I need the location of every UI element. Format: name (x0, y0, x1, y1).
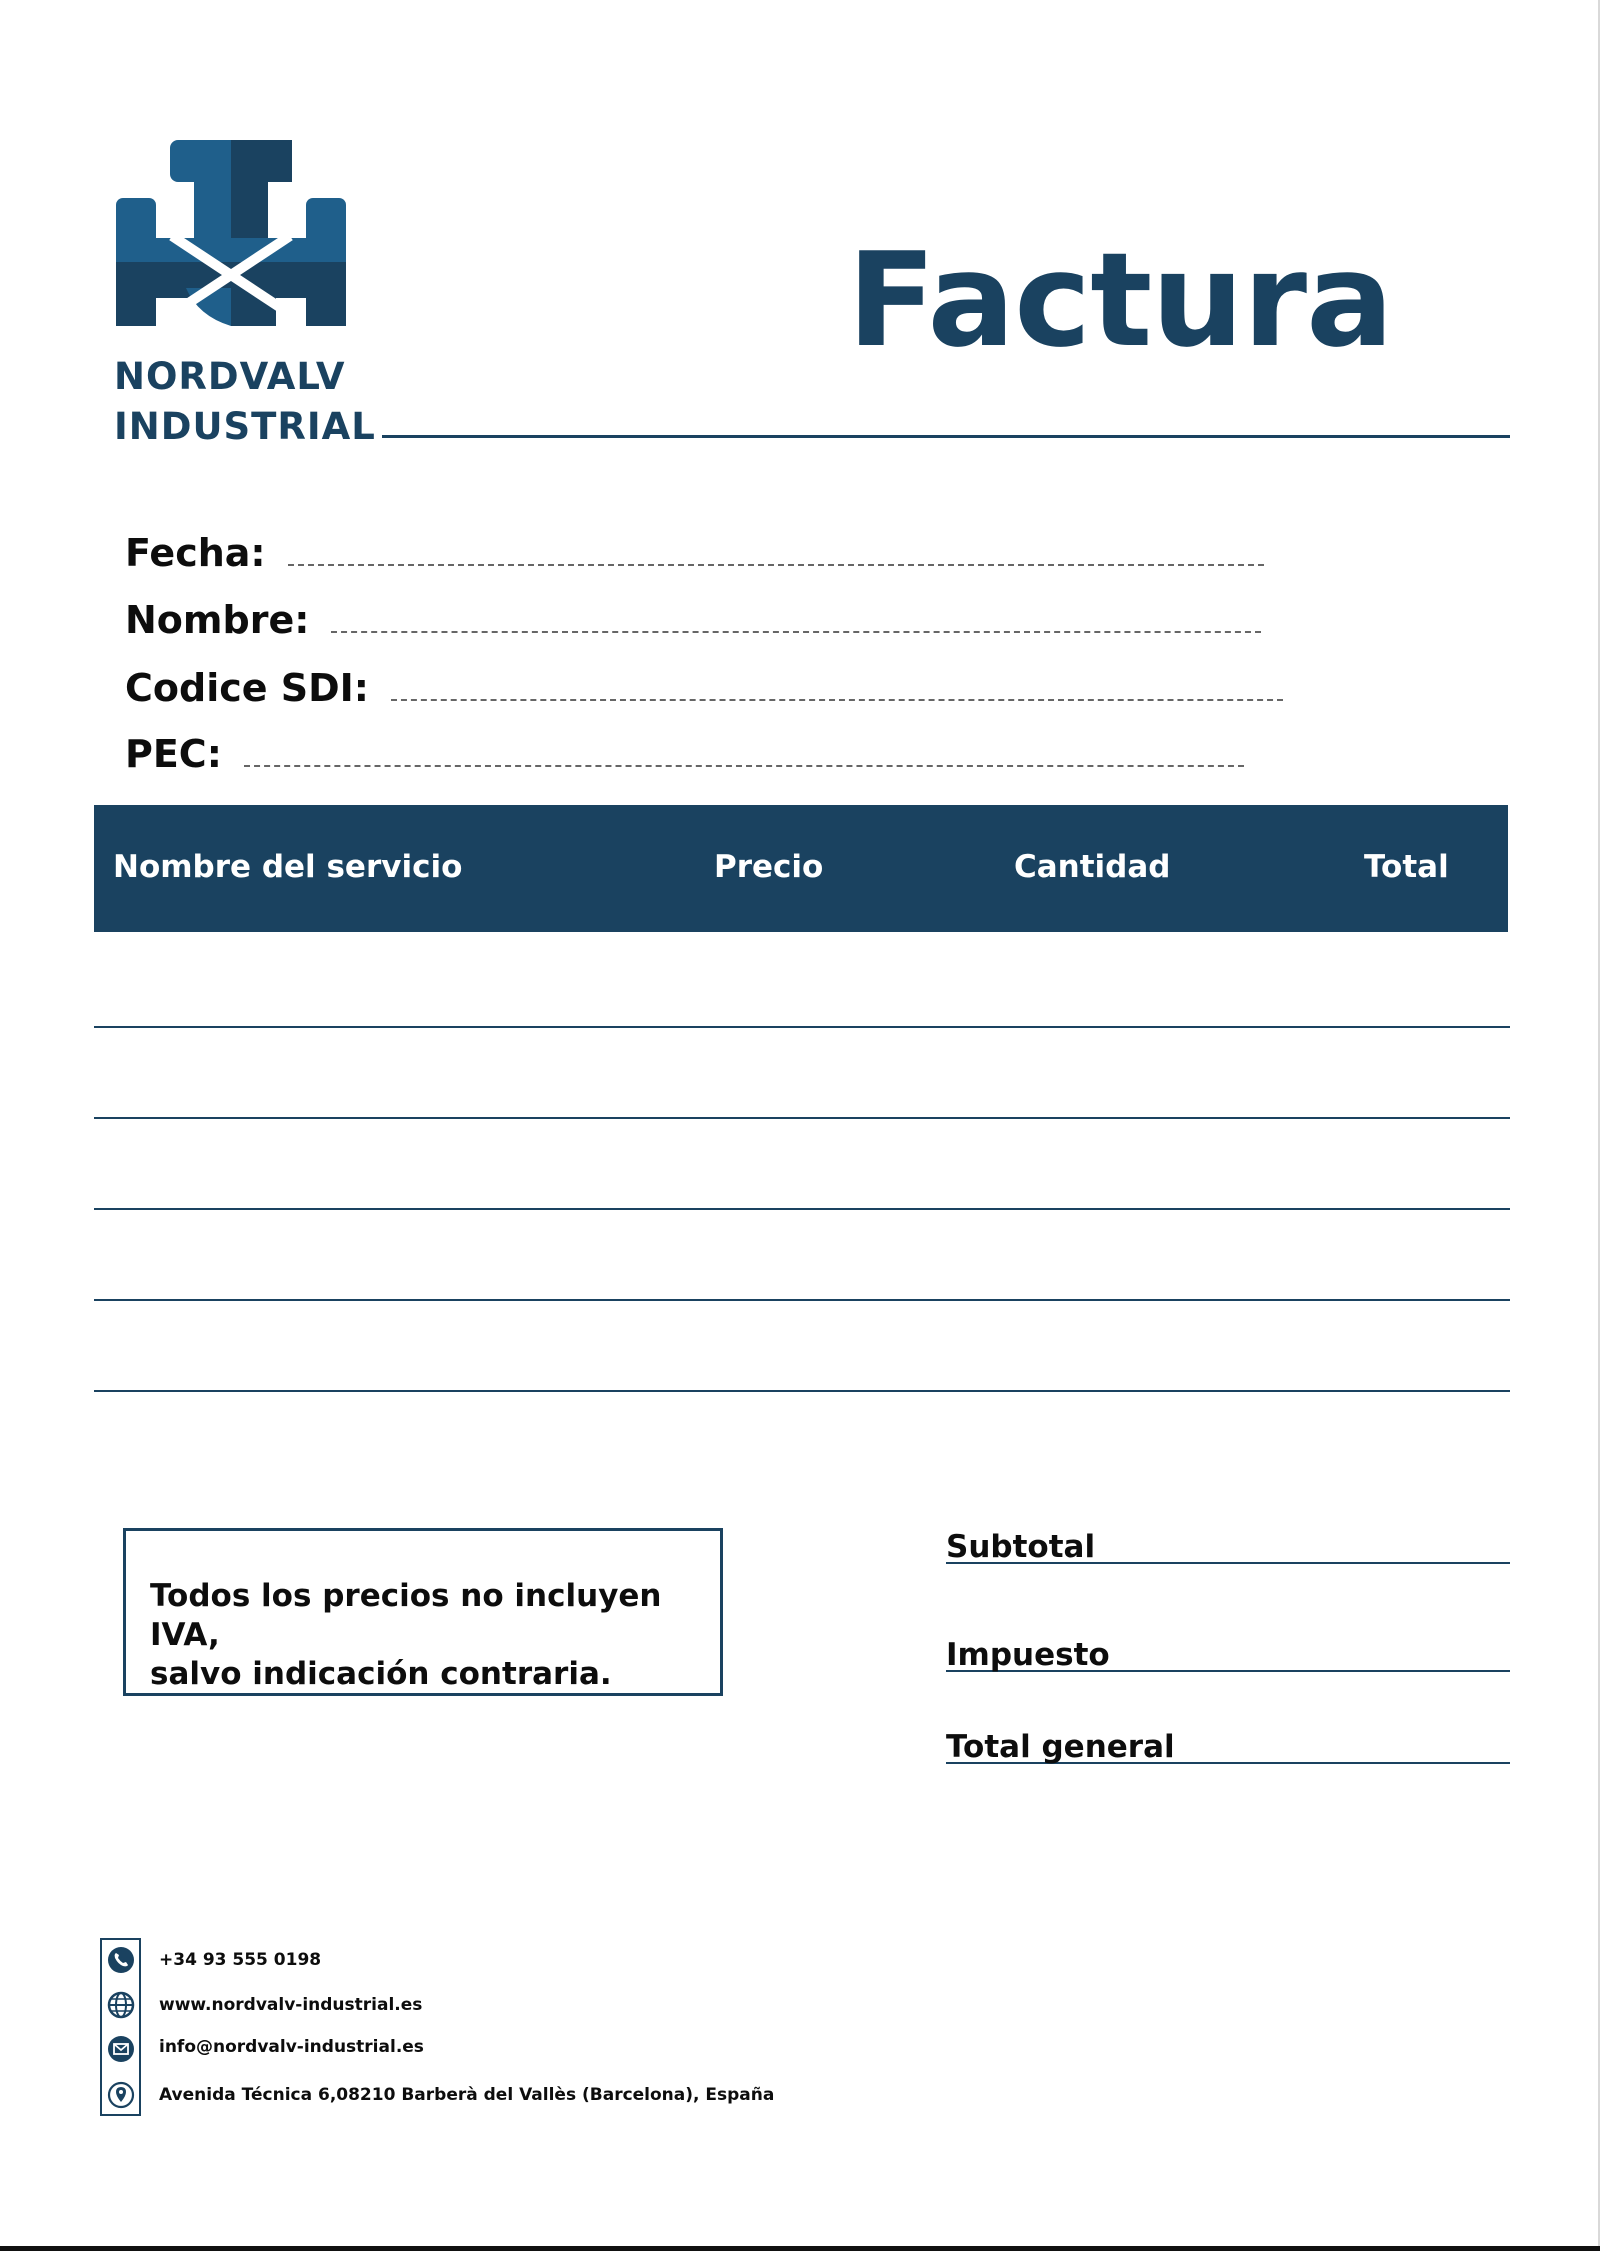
document-title: Factura (847, 224, 1393, 376)
column-header-quantity: Cantidad (1014, 849, 1171, 885)
sdi-code-label: Codice SDI: (125, 666, 369, 710)
contact-phone[interactable]: +34 93 555 0198 (159, 1950, 322, 1970)
grand-total-label: Total general (946, 1729, 1175, 1765)
grand-total-row[interactable] (946, 1718, 1510, 1764)
brand-name-line2: INDUSTRIAL (114, 405, 376, 448)
mail-icon (106, 2034, 136, 2064)
table-row[interactable] (94, 1390, 1510, 1392)
tax-row[interactable] (946, 1626, 1510, 1672)
brand-name-line1: NORDVALV (114, 355, 346, 398)
title-underline (382, 435, 1510, 438)
table-row[interactable] (94, 1299, 1510, 1301)
sdi-code-fill-line[interactable] (391, 698, 1283, 701)
pec-label: PEC: (125, 732, 222, 776)
date-label: Fecha: (125, 531, 266, 575)
tax-label: Impuesto (946, 1637, 1110, 1673)
name-label: Nombre: (125, 598, 310, 642)
subtotal-row[interactable] (946, 1518, 1510, 1564)
date-fill-line[interactable] (288, 563, 1264, 566)
globe-icon (106, 1990, 136, 2020)
name-field[interactable] (125, 597, 1261, 643)
contact-email[interactable]: info@nordvalv-industrial.es (159, 2037, 424, 2057)
location-pin-icon (106, 2080, 136, 2110)
tax-note-line1: Todos los precios no incluyen IVA, (150, 1578, 662, 1653)
contact-website[interactable]: www.nordvalv-industrial.es (159, 1995, 423, 2015)
brand-name (114, 352, 376, 452)
pec-field[interactable] (125, 731, 1244, 777)
contact-address: Avenida Técnica 6,08210 Barberà del Vallès (Barcelona), España (159, 2085, 775, 2105)
services-table-header (94, 805, 1508, 932)
sdi-code-field[interactable] (125, 665, 1283, 711)
column-header-total: Total (1364, 849, 1449, 885)
tax-note-box (123, 1528, 723, 1696)
name-fill-line[interactable] (331, 630, 1261, 633)
date-field[interactable] (125, 530, 1264, 576)
column-header-service: Nombre del servicio (113, 849, 463, 885)
column-header-price: Precio (714, 849, 824, 885)
tax-note-line2: salvo indicación contraria. (150, 1656, 612, 1692)
page-bottom-rule (0, 2246, 1600, 2251)
subtotal-label: Subtotal (946, 1529, 1096, 1565)
phone-icon (106, 1945, 136, 1975)
table-row[interactable] (94, 1208, 1510, 1210)
table-row[interactable] (94, 1117, 1510, 1119)
table-row[interactable] (94, 1026, 1510, 1028)
pec-fill-line[interactable] (244, 764, 1244, 767)
pipe-valve-logo-icon (116, 138, 346, 328)
